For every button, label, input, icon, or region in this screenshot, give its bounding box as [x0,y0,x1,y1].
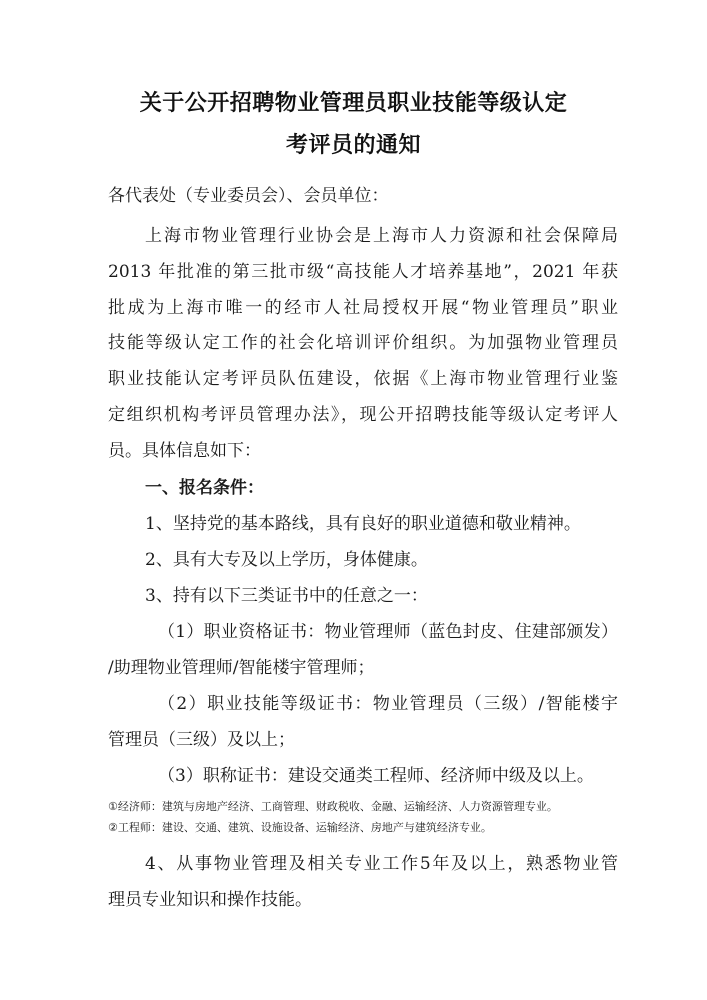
salutation: 各代表处（专业委员会）、会员单位： [108,186,389,206]
intro-line-7: 员。具体信息如下： [108,441,261,461]
document-title-line-1: 关于公开招聘物业管理员职业技能等级认定 [139,91,568,116]
document-title-line-2: 考评员的通知 [285,133,421,158]
intro-line-2: 2013 年批准的第三批市级“高技能人才培养基地”，2021 年获 [108,262,618,282]
intro-line-5: 职业技能认定考评员队伍建设，依据《上海市物业管理行业鉴 [108,369,618,389]
requirement-1: 1、坚持党的基本路线，具有良好的职业道德和敬业精神。 [145,514,581,534]
section-heading-requirements: 一、报名条件： [145,478,264,498]
footnote-engineer: ②工程师：建设、交通、建筑、设施设备、运输经济、房地产与建筑经济专业。 [108,821,492,834]
certificate-1-line-1: （1）职业资格证书：物业管理师（蓝色封皮、住建部颁发） [158,622,618,642]
certificate-2-line-1: （2）职业技能等级证书：物业管理员（三级）/智能楼宇 [158,694,618,714]
requirement-4-line-2: 理员专业知识和操作技能。 [108,890,312,910]
requirement-2: 2、具有大专及以上学历，身体健康。 [145,550,428,570]
certificate-1-line-2: /助理物业管理师/智能楼宇管理师； [108,658,375,678]
certificate-3: （3）职称证书：建设交通类工程师、经济师中级及以上。 [158,766,594,786]
intro-line-1: 上海市物业管理行业协会是上海市人力资源和社会保障局 [145,226,618,246]
requirement-4-line-1: 4、从事物业管理及相关专业工作5年及以上，熟悉物业管 [145,854,618,874]
intro-line-4: 技能等级认定工作的社会化培训评价组织。为加强物业管理员 [108,333,618,353]
requirement-3: 3、持有以下三类证书中的任意之一： [145,586,428,606]
intro-line-3: 批成为上海市唯一的经市人社局授权开展“物业管理员”职业 [108,298,618,318]
footnote-economist: ①经济师：建筑与房地产经济、工商管理、财政税收、金融、运输经济、人力资源管理专业。 [108,800,558,813]
intro-line-6: 定组织机构考评员管理办法》，现公开招聘技能等级认定考评人 [108,405,618,425]
certificate-2-line-2: 管理员（三级）及以上； [108,730,295,750]
